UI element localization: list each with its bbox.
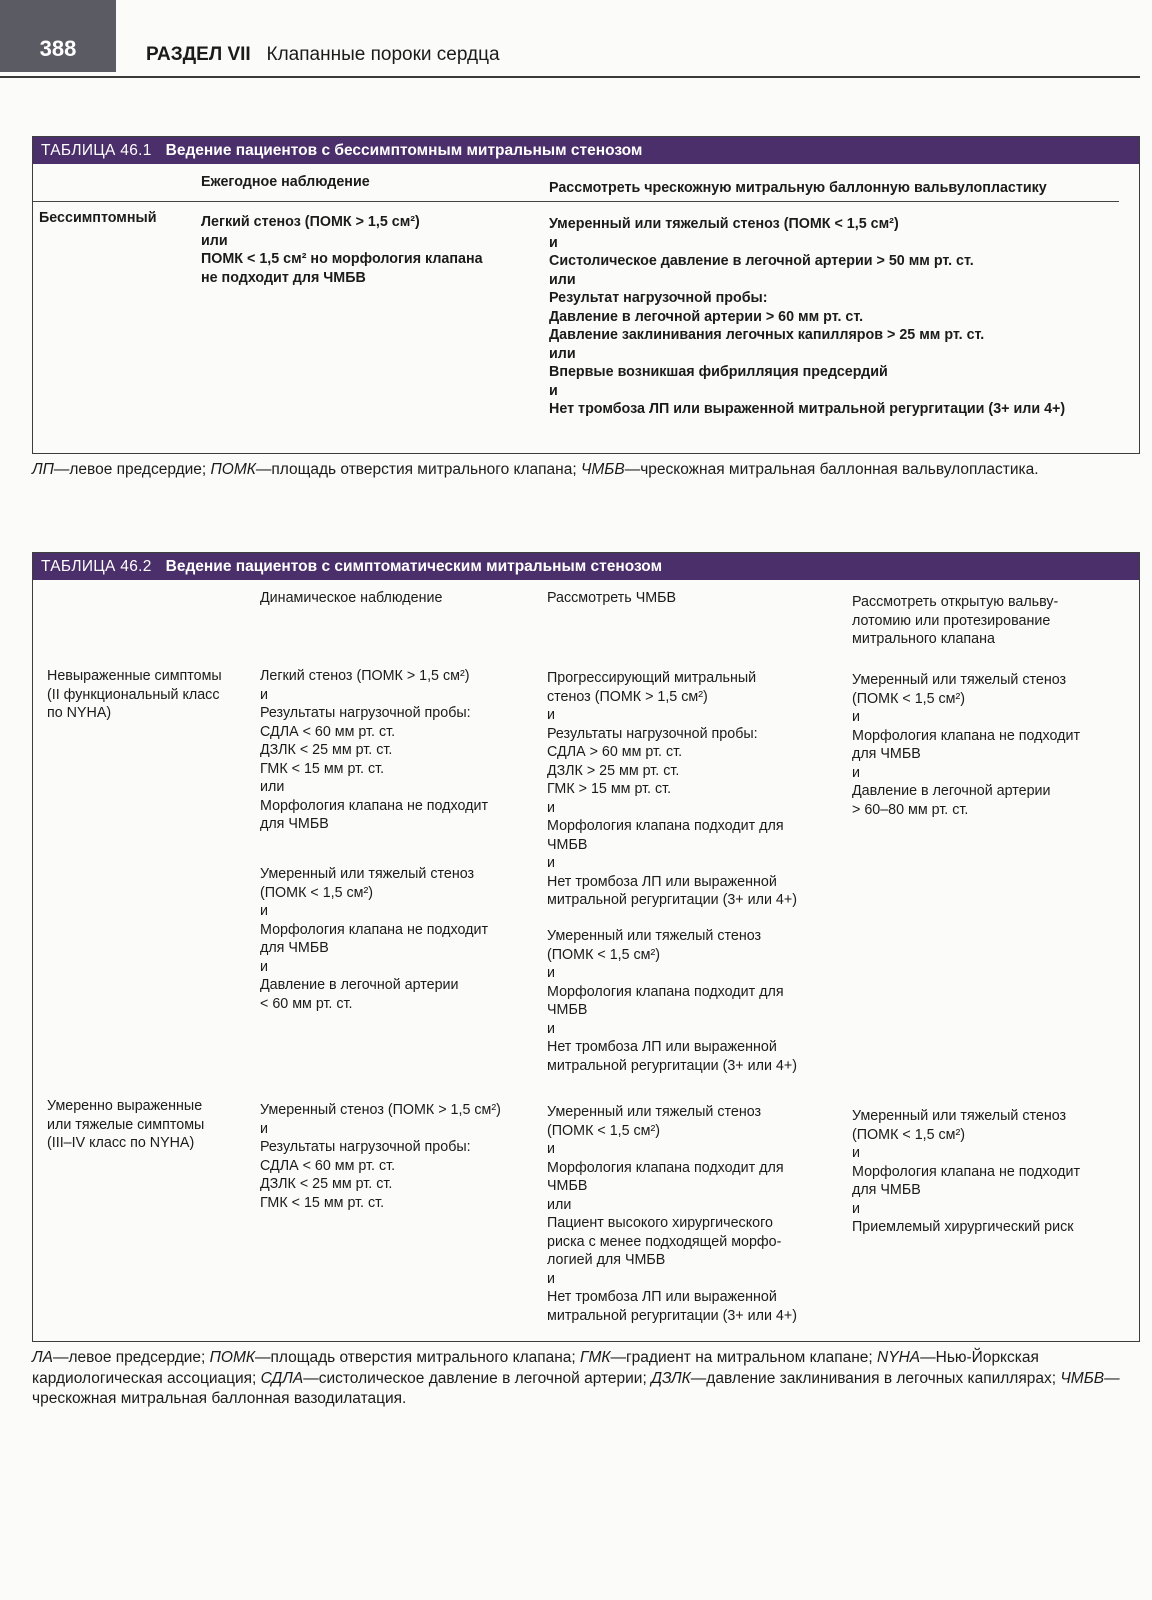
column-header-surgery: Рассмотреть открытую вальву- лотомию или протезирование митрального клапана	[852, 594, 1059, 647]
cell-surgery-mild: Умеренный или тяжелый стеноз (ПОМК < 1,5 см²) и Морфология клапана не подходит для ЧМБВ и Давление в легочной артерии > 60–80 мм рт. ст.	[852, 672, 1081, 818]
footnote-def: —левое предсердие;	[53, 461, 211, 478]
footnote-abbr: СДЛА	[260, 1369, 304, 1387]
footnote-def: —Нью-Йоркская кардиологическая ассоциация;	[32, 1349, 1039, 1387]
table-caption: Ведение пациентов с бессимптомным митральным стенозом	[165, 141, 643, 159]
row-label-severe-symptoms: Умеренно выраженные или тяжелые симптомы (III–IV класс по NYHA)	[47, 1098, 205, 1151]
page-number: 388	[39, 36, 77, 61]
header-rule	[0, 76, 1140, 78]
column-header-dynamic: Динамическое наблюдение	[260, 590, 443, 606]
cell-dynamic-mild-b: Умеренный или тяжелый стеноз (ПОМК < 1,5 см²) и Морфология клапана не подходит для ЧМБВ и Давление в легочной артерии < 60 мм рт. ст.	[260, 866, 489, 1012]
footnote-def: —чрескожная митральная баллонная вазодилатация.	[32, 1369, 1120, 1407]
footnote-abbr: ДЗЛК	[651, 1369, 691, 1387]
footnote-abbr: NYHA	[877, 1349, 921, 1366]
table-caption: Ведение пациентов с симптоматическим митральным стенозом	[165, 557, 663, 575]
row-label-asymptomatic: Бессимптомный	[39, 210, 157, 226]
footnote-abbr: ЧМБВ	[580, 461, 625, 478]
footnote-def: —градиент на митральном клапане;	[610, 1349, 878, 1366]
table-title-bar	[33, 553, 1139, 580]
table-46-2	[32, 552, 1140, 1342]
footnote-def: —площадь отверстия митрального клапана;	[255, 1349, 581, 1366]
footnote-abbr: ЧМБВ	[1060, 1369, 1105, 1387]
footnote-def: —чрескожная митральная баллонная вальвулопластика.	[624, 461, 1039, 478]
footnote-def: —левое предсердие;	[52, 1349, 210, 1366]
cell-surgery-severe: Умеренный или тяжелый стеноз (ПОМК < 1,5 см²) и Морфология клапана не подходит для ЧМБВ и Приемлемый хирургический риск	[852, 1108, 1081, 1235]
footnote-def: —площадь отверстия митрального клапана;	[255, 461, 581, 478]
header-rule	[33, 201, 1119, 202]
column-header-pmbv: Рассмотреть чрескожную митральную баллонную вальвулопластику	[549, 180, 1047, 196]
table-title-bar	[33, 137, 1139, 164]
table-number: ТАБЛИЦА 46.2	[41, 557, 152, 575]
cell-dynamic-severe: Умеренный стеноз (ПОМК > 1,5 см²) и Результаты нагрузочной пробы: СДЛА < 60 мм рт. ст. ДЗЛК < 25 мм рт. ст. ГМК < 15 мм рт. ст.	[260, 1102, 501, 1211]
table-number: ТАБЛИЦА 46.1	[41, 141, 152, 159]
cell-pmbv-mild-a: Прогрессирующий митральный стеноз (ПОМК > 1,5 см²) и Результаты нагрузочной пробы: СДЛА > 60 мм рт. ст. ДЗЛК > 25 мм рт. ст. ГМК > 15 мм рт. ст. и Морфология клапана подходит для ЧМБВ и Нет тромбоза ЛП или выраженной митральной регургитации (3+ или 4+)	[547, 670, 797, 908]
column-header-observe: Ежегодное наблюдение	[201, 174, 370, 190]
cell-observe: Легкий стеноз (ПОМК > 1,5 см²) или ПОМК < 1,5 см² но морфология клапана не подходит для ЧМБВ	[201, 214, 483, 286]
cell-pmbv-mild-b: Умеренный или тяжелый стеноз (ПОМК < 1,5 см²) и Морфология клапана подходит для ЧМБВ и Нет тромбоза ЛП или выраженной митральной регургитации (3+ или 4+)	[547, 928, 797, 1074]
footnote-def: —давление заклинивания в легочных капиллярах;	[690, 1369, 1061, 1387]
chapter-title: Клапанные пороки сердца	[266, 44, 500, 65]
footnote-abbr: ГМК	[580, 1349, 611, 1366]
section-label: РАЗДЕЛ VII	[146, 44, 251, 65]
footnote-def: —систолическое давление в легочной артерии;	[303, 1369, 652, 1387]
cell-dynamic-mild-a: Легкий стеноз (ПОМК > 1,5 см²) и Результаты нагрузочной пробы: СДЛА < 60 мм рт. ст. ДЗЛК < 25 мм рт. ст. ГМК < 15 мм рт. ст. или Морфология клапана не подходит для ЧМБВ	[260, 668, 489, 832]
footnote-abbr: ЛА	[32, 1349, 53, 1366]
page-number-tab	[0, 0, 116, 72]
row-label-mild-symptoms: Невыраженные симптомы (II функциональный класс по NYHA)	[47, 668, 222, 721]
table-46-1-footnote	[32, 460, 1122, 481]
footnote-abbr: ПОМК	[210, 461, 256, 478]
cell-pmbv-severe: Умеренный или тяжелый стеноз (ПОМК < 1,5 см²) и Морфология клапана подходит для ЧМБВ или Пациент высокого хирургического риска с менее подходящей морфо- логией для ЧМБВ и Нет тромбоза ЛП или выраженной митральной регургитации (3+ или 4+)	[547, 1104, 797, 1324]
column-header-pmbv: Рассмотреть ЧМБВ	[547, 590, 677, 606]
table-46-2-footnote	[32, 1348, 1122, 1410]
running-header	[146, 44, 500, 66]
cell-pmbv: Умеренный или тяжелый стеноз (ПОМК < 1,5 см²) и Систолическое давление в легочной артерии > 50 мм рт. ст. или Результат нагрузочной пробы: Давление в легочной артерии > 60 мм рт. ст. Давление заклинивания легочных капилляров > 25 мм рт. ст. или Впервые возникшая фибрилляция предсердий и Нет тромбоза ЛП или выраженной митральной регургитации (3+ или 4+)	[549, 216, 1066, 417]
table-46-1	[32, 136, 1140, 454]
footnote-abbr: ПОМК	[209, 1349, 255, 1366]
footnote-abbr: ЛП	[32, 461, 54, 478]
